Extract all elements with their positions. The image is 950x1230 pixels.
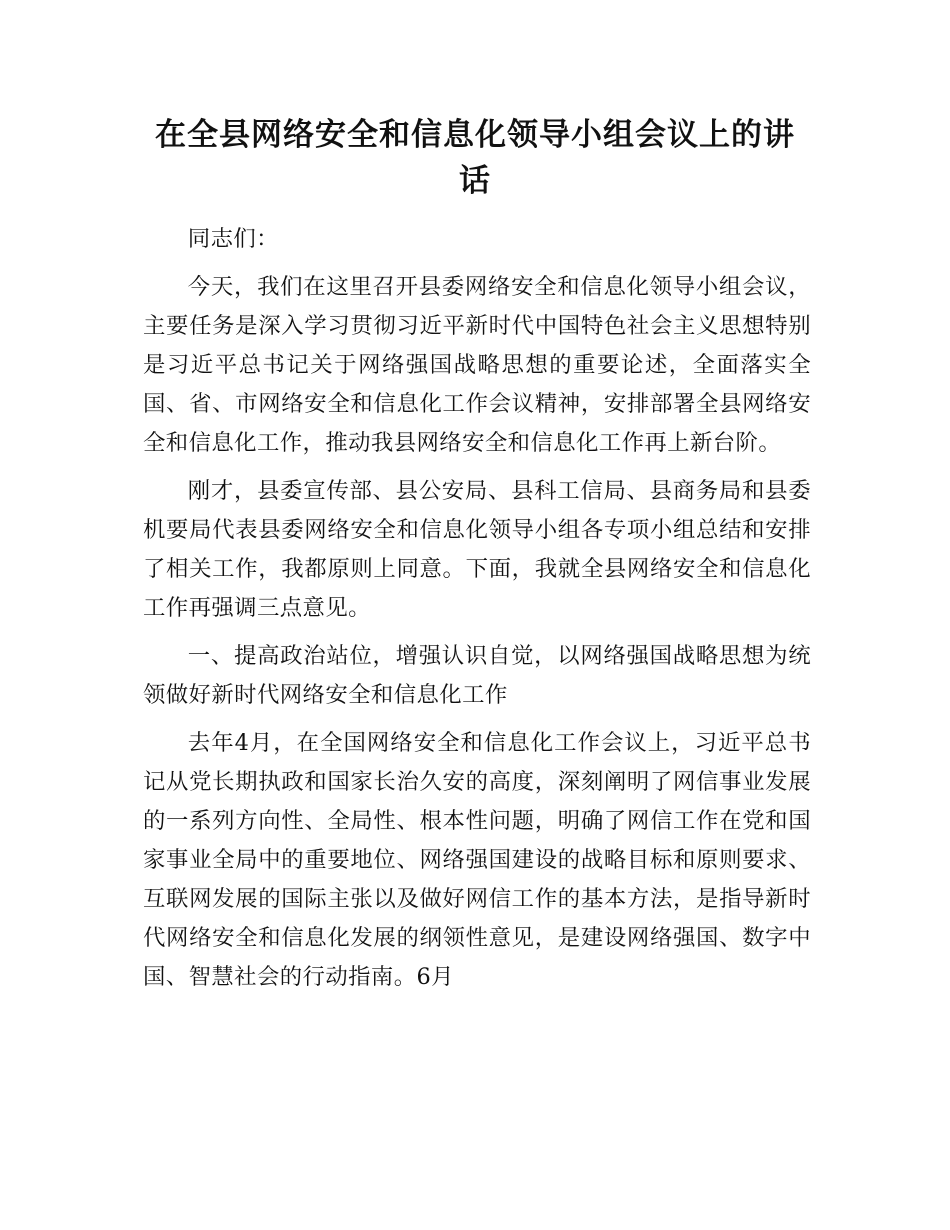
paragraph-opening: 今天，我们在这里召开县委网络安全和信息化领导小组会议，主要任务是深入学习贯彻习近平新时代中国特色社会主义思想特别是习近平总书记关于网络强国战略思想的重要论述，全面落实全国、省、市网络安全和信息化工作会议精神，安排部署全县网络安全和信息化工作，推动我县网络安全和信息化工作再上新台阶。 [143, 274, 811, 456]
document-title: 在全县网络安全和信息化领导小组会议上的讲话 [155, 117, 795, 199]
document-body [143, 220, 811, 1006]
paragraph-conference: 去年4月，在全国网络安全和信息化工作会议上，习近平总书记从党长期执政和国家长治久安的高度，深刻阐明了网信事业发展的一系列方向性、全局性、根本性问题，明确了网信工作在党和国家事业全局中的重要地位、网络强国建设的战略目标和原则要求、互联网发展的国际主张以及做好网信工作的基本方法，是指导新时代网络安全和信息化发展的纲领性意见，是建设网络强国、数字中国、智慧社会的行动指南。6月 [143, 730, 811, 990]
section-heading-one: 一、提高政治站位，增强认识自觉，以网络强国战略思想为统领做好新时代网络安全和信息化工作 [143, 643, 811, 708]
salutation: 同志们： [187, 226, 279, 252]
paragraph-reports: 刚才，县委宣传部、县公安局、县科工信局、县商务局和县委机要局代表县委网络安全和信息化领导小组各专项小组总结和安排了相关工作，我都原则上同意。下面，我就全县网络安全和信息化工作再强调三点意见。 [143, 478, 811, 621]
